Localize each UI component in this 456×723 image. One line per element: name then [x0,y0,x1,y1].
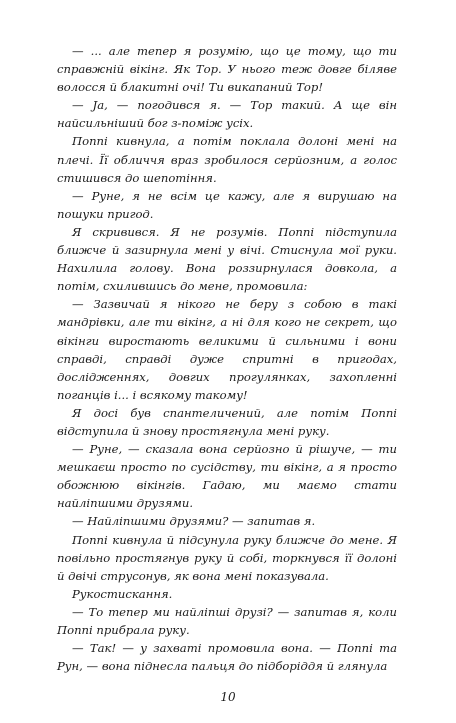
paragraph: — Найліпшими друзями? — запитав я. [72,514,316,529]
paragraph: — ... але тепер я розумію, що це тому, що ти справжній вікінг. Як Тор. У нього теж довге біляве волосся й блакитні очі! Ти викапаний Тор! [57,44,397,95]
paragraph: — Так! — у захваті промовила вона. — Поппі та Рун, — вона піднесла пальця до підборіддя й глянула [57,641,397,674]
paragraph: Поппі кивнула й підсунула руку ближче до мене. Я повільно простягнув руку й собі, торкнувся її долоні й двічі струсонув, як вона мені показувала. [57,532,397,583]
page-number: 10 [220,690,236,704]
paragraph: — Руне, я не всім це кажу, але я вирушаю на пошуки пригод. [57,188,397,221]
paragraph: Я досі був спантеличений, але потім Поппі відступила й знову простягнула мені руку. [57,405,397,438]
paragraph: — Руне, — сказала вона серйозно й рішуче, — ти мешкаєш просто по сусідству, ти вікінг, а я просто обожнюю вікінгів. Гадаю, ми маємо стати найліпшими друзями. [57,442,397,511]
paragraph: — Ja, — погодився я. — Тор такий. А ще він найсильніший бог з-поміж усіх. [57,98,397,131]
paragraph: Поппі кивнула, а потім поклала долоні мені на плечі. Її обличчя враз зробилося серйозним, а голос стишився до шепотіння. [57,134,397,185]
paragraph: — То тепер ми найліпші друзі? — запитав я, коли Поппі прибрала руку. [57,604,397,637]
paragraph: Рукостискання. [72,586,173,601]
page-text [57,42,397,675]
paragraph: — Зазвичай я нікого не беру з собою в такі мандрівки, але ти вікінг, а ні для кого не секрет, що вікінги виростають великими й сильними і вони справді, справді дуже спритні в пригодах, дослідженнях, довгих прогулянках, захопленні поганців і... і всякому такому! [57,297,397,402]
paragraph: Я скривився. Я не розумів. Поппі підступила ближче й зазирнула мені у вічі. Стиснула мої руки. Нахилила голову. Вона роззирнулася довкола, а потім, схилившись до мене, промовила: [57,224,397,294]
